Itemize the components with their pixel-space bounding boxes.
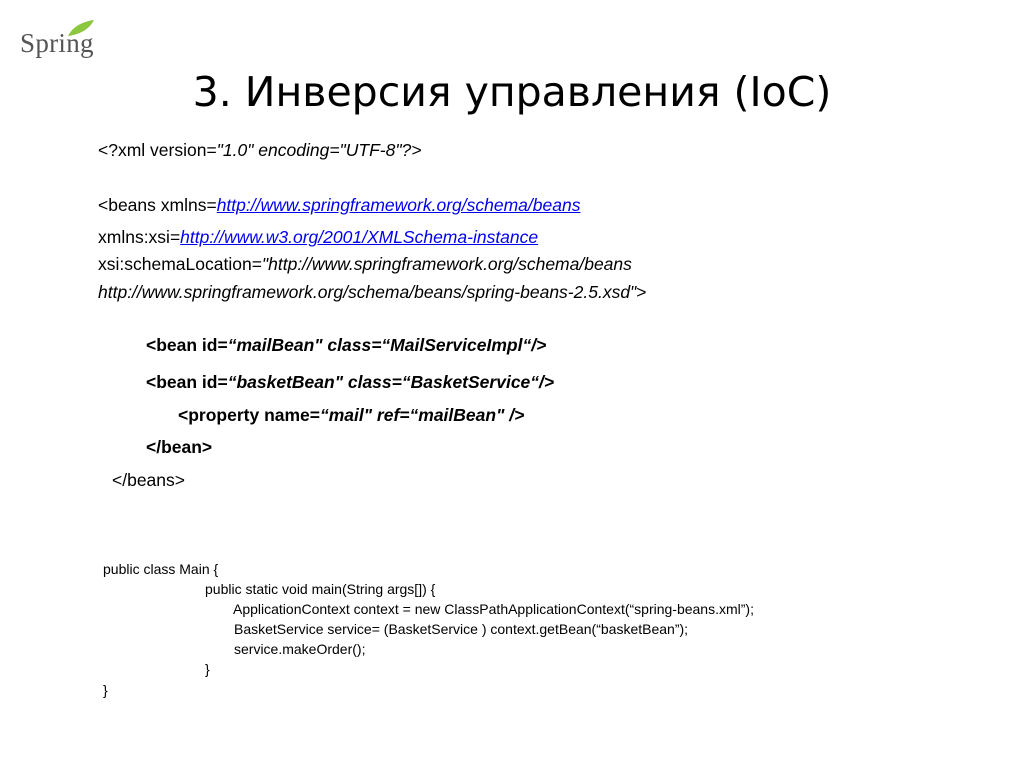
bean-close-line: </bean> — [146, 437, 213, 457]
xml-declaration — [98, 140, 422, 161]
java-line: } — [205, 661, 210, 677]
xsi-schema-link[interactable]: http://www.w3.org/2001/XMLSchema-instance — [180, 227, 539, 247]
bean-basket-tag: <bean id= — [146, 372, 228, 392]
schema-location-value-2: http://www.springframework.org/schema/beans/spring-beans-2.5.xsd" — [98, 282, 637, 302]
logo-text: Spring — [20, 28, 94, 58]
bean-basket-line — [146, 372, 554, 393]
java-line: public static void main(String args[]) { — [205, 581, 436, 597]
java-line: service.makeOrder(); — [234, 641, 366, 657]
property-attrs: “mail" ref=“mailBean" /> — [320, 405, 525, 425]
xml-decl-text: <?xml version= — [98, 140, 217, 160]
bean-mail-line — [146, 335, 546, 356]
property-line — [178, 405, 524, 426]
java-line: ApplicationContext context = new ClassPathApplicationContext(“spring-beans.xml”); — [233, 601, 754, 617]
bean-mail-attrs: “mailBean" class=“MailServiceImpl“/> — [227, 335, 547, 355]
xmlns-xsi-line — [98, 227, 538, 248]
java-line: BasketService service= (BasketService ) context.getBean(“basketBean”); — [234, 621, 689, 637]
property-tag: <property name= — [178, 405, 320, 425]
slide-title: 3. Инверсия управления (IoC) — [192, 68, 832, 116]
beans-close-line: </beans> — [112, 470, 185, 490]
schema-location-close: > — [636, 282, 647, 302]
bean-basket-attrs: “basketBean" class=“BasketService“/> — [227, 372, 555, 392]
xsi-label: xmlns:xsi= — [98, 227, 181, 247]
bean-mail-tag: <bean id= — [146, 335, 228, 355]
java-line: public class Main { — [103, 561, 219, 577]
beans-open-line — [98, 195, 580, 216]
beans-xmlns-label: <beans xmlns= — [98, 195, 217, 215]
schema-location-line — [98, 254, 632, 275]
schema-location-value: "http://www.springframework.org/schema/beans — [261, 254, 632, 274]
java-line: } — [103, 682, 108, 698]
schema-location-label: xsi:schemaLocation= — [98, 254, 262, 274]
beans-schema-link[interactable]: http://www.springframework.org/schema/beans — [216, 195, 581, 215]
xml-decl-value: "1.0" encoding="UTF-8"?> — [216, 140, 422, 160]
schema-location-line-2 — [98, 282, 647, 303]
